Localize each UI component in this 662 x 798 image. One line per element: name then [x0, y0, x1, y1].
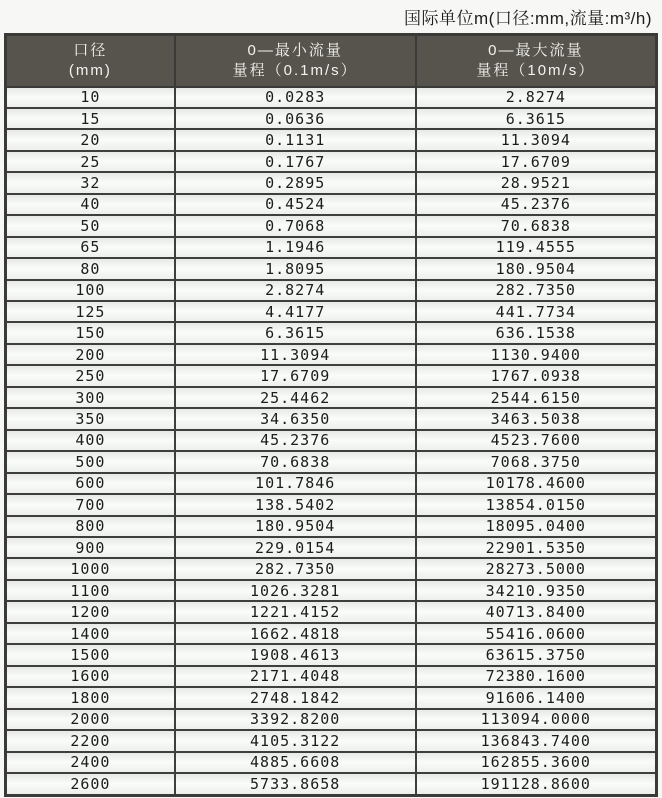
- max-flow-cell: 136843.7400: [416, 730, 657, 751]
- diameter-cell: 350: [6, 408, 175, 429]
- min-flow-cell: 1221.4152: [175, 601, 416, 622]
- diameter-cell: 15: [6, 108, 175, 129]
- table-row: [6, 430, 657, 451]
- min-flow-cell: 282.7350: [175, 558, 416, 579]
- diameter-cell: 400: [6, 430, 175, 451]
- table-row: [6, 730, 657, 751]
- min-flow-cell: 138.5402: [175, 494, 416, 515]
- diameter-cell: 2400: [6, 752, 175, 773]
- max-flow-cell: 282.7350: [416, 280, 657, 301]
- table-row: [6, 108, 657, 129]
- min-flow-cell: 2748.1842: [175, 687, 416, 708]
- min-flow-cell: 2171.4048: [175, 666, 416, 687]
- max-flow-cell: 40713.8400: [416, 601, 657, 622]
- min-flow-cell: 2.8274: [175, 280, 416, 301]
- max-flow-cell: 18095.0400: [416, 516, 657, 537]
- diameter-cell: 1000: [6, 558, 175, 579]
- max-flow-cell: 636.1538: [416, 322, 657, 343]
- min-flow-cell: 1.8095: [175, 258, 416, 279]
- max-flow-cell: 91606.1400: [416, 687, 657, 708]
- table-row: [6, 473, 657, 494]
- table-row: [6, 516, 657, 537]
- table-row: [6, 215, 657, 236]
- col-header-diameter-line1: 口径: [73, 41, 108, 59]
- diameter-cell: 1800: [6, 687, 175, 708]
- table-row: [6, 601, 657, 622]
- diameter-cell: 600: [6, 473, 175, 494]
- diameter-cell: 65: [6, 237, 175, 258]
- table-row: [6, 644, 657, 665]
- max-flow-cell: 180.9504: [416, 258, 657, 279]
- max-flow-cell: 119.4555: [416, 237, 657, 258]
- min-flow-cell: 3392.8200: [175, 709, 416, 730]
- title-bar: [0, 0, 662, 33]
- table-row: [6, 151, 657, 172]
- diameter-cell: 2200: [6, 730, 175, 751]
- min-flow-cell: 34.6350: [175, 408, 416, 429]
- diameter-cell: 25: [6, 151, 175, 172]
- max-flow-cell: 162855.3600: [416, 752, 657, 773]
- min-flow-cell: 1.1946: [175, 237, 416, 258]
- max-flow-cell: 441.7734: [416, 301, 657, 322]
- min-flow-cell: 25.4462: [175, 387, 416, 408]
- table-row: [6, 709, 657, 730]
- max-flow-cell: 13854.0150: [416, 494, 657, 515]
- diameter-cell: 20: [6, 129, 175, 150]
- max-flow-cell: 17.6709: [416, 151, 657, 172]
- min-flow-cell: 0.0283: [175, 87, 416, 108]
- max-flow-cell: 3463.5038: [416, 408, 657, 429]
- max-flow-cell: 11.3094: [416, 129, 657, 150]
- max-flow-cell: 72380.1600: [416, 666, 657, 687]
- flow-range-table: [4, 33, 658, 797]
- diameter-cell: 10: [6, 87, 175, 108]
- min-flow-cell: 0.1131: [175, 129, 416, 150]
- col-header-diameter: [6, 35, 175, 87]
- min-flow-cell: 0.1767: [175, 151, 416, 172]
- max-flow-cell: 113094.0000: [416, 709, 657, 730]
- table-row: [6, 237, 657, 258]
- col-header-max-flow-line2: 量程（10m/s）: [476, 61, 596, 79]
- max-flow-cell: 2544.6150: [416, 387, 657, 408]
- max-flow-cell: 34210.9350: [416, 580, 657, 601]
- table-row: [6, 280, 657, 301]
- table-row: [6, 344, 657, 365]
- diameter-cell: 50: [6, 215, 175, 236]
- table-row: [6, 623, 657, 644]
- table-row: [6, 752, 657, 773]
- col-header-min-flow-line2: 量程（0.1m/s）: [232, 61, 358, 79]
- min-flow-cell: 45.2376: [175, 430, 416, 451]
- diameter-cell: 200: [6, 344, 175, 365]
- diameter-cell: 1200: [6, 601, 175, 622]
- min-flow-cell: 1908.4613: [175, 644, 416, 665]
- table-row: [6, 687, 657, 708]
- diameter-cell: 1100: [6, 580, 175, 601]
- min-flow-cell: 0.0636: [175, 108, 416, 129]
- min-flow-cell: 4.4177: [175, 301, 416, 322]
- min-flow-cell: 4885.6608: [175, 752, 416, 773]
- min-flow-cell: 70.6838: [175, 451, 416, 472]
- min-flow-cell: 1662.4818: [175, 623, 416, 644]
- table-header-row: [6, 35, 657, 87]
- table-row: [6, 172, 657, 193]
- min-flow-cell: 0.7068: [175, 215, 416, 236]
- min-flow-cell: 101.7846: [175, 473, 416, 494]
- col-header-diameter-line2: (mm): [68, 61, 112, 79]
- min-flow-cell: 229.0154: [175, 537, 416, 558]
- table-row: [6, 773, 657, 796]
- table-row: [6, 666, 657, 687]
- table-row: [6, 194, 657, 215]
- min-flow-cell: 11.3094: [175, 344, 416, 365]
- diameter-cell: 250: [6, 365, 175, 386]
- diameter-cell: 700: [6, 494, 175, 515]
- min-flow-cell: 17.6709: [175, 365, 416, 386]
- diameter-cell: 125: [6, 301, 175, 322]
- diameter-cell: 40: [6, 194, 175, 215]
- table-row: [6, 558, 657, 579]
- diameter-cell: 1400: [6, 623, 175, 644]
- max-flow-cell: 28.9521: [416, 172, 657, 193]
- diameter-cell: 32: [6, 172, 175, 193]
- diameter-cell: 1500: [6, 644, 175, 665]
- diameter-cell: 2000: [6, 709, 175, 730]
- max-flow-cell: 6.3615: [416, 108, 657, 129]
- max-flow-cell: 55416.0600: [416, 623, 657, 644]
- min-flow-cell: 4105.3122: [175, 730, 416, 751]
- min-flow-cell: 5733.8658: [175, 773, 416, 796]
- max-flow-cell: 1130.9400: [416, 344, 657, 365]
- diameter-cell: 80: [6, 258, 175, 279]
- table-row: [6, 322, 657, 343]
- table-row: [6, 494, 657, 515]
- table-header: [6, 35, 657, 87]
- table-row: [6, 258, 657, 279]
- max-flow-cell: 70.6838: [416, 215, 657, 236]
- col-header-max-flow: [416, 35, 657, 87]
- table-row: [6, 87, 657, 108]
- min-flow-cell: 1026.3281: [175, 580, 416, 601]
- table-row: [6, 580, 657, 601]
- table-row: [6, 301, 657, 322]
- max-flow-cell: 45.2376: [416, 194, 657, 215]
- max-flow-cell: 1767.0938: [416, 365, 657, 386]
- col-header-min-flow: [175, 35, 416, 87]
- max-flow-cell: 2.8274: [416, 87, 657, 108]
- col-header-min-flow-line1: 0—最小流量: [247, 41, 343, 59]
- diameter-cell: 900: [6, 537, 175, 558]
- diameter-cell: 300: [6, 387, 175, 408]
- diameter-cell: 2600: [6, 773, 175, 796]
- table-row: [6, 365, 657, 386]
- diameter-cell: 150: [6, 322, 175, 343]
- min-flow-cell: 180.9504: [175, 516, 416, 537]
- diameter-cell: 100: [6, 280, 175, 301]
- table-row: [6, 537, 657, 558]
- min-flow-cell: 0.4524: [175, 194, 416, 215]
- min-flow-cell: 0.2895: [175, 172, 416, 193]
- max-flow-cell: 63615.3750: [416, 644, 657, 665]
- table-row: [6, 451, 657, 472]
- table-body: [6, 87, 657, 796]
- max-flow-cell: 4523.7600: [416, 430, 657, 451]
- max-flow-cell: 7068.3750: [416, 451, 657, 472]
- max-flow-cell: 22901.5350: [416, 537, 657, 558]
- max-flow-cell: 28273.5000: [416, 558, 657, 579]
- table-row: [6, 387, 657, 408]
- max-flow-cell: 191128.8600: [416, 773, 657, 796]
- max-flow-cell: 10178.4600: [416, 473, 657, 494]
- table-row: [6, 129, 657, 150]
- col-header-max-flow-line1: 0—最大流量: [488, 41, 584, 59]
- page-title: 国际单位m(口径:mm,流量:m³/h): [404, 9, 652, 28]
- diameter-cell: 1600: [6, 666, 175, 687]
- table-row: [6, 408, 657, 429]
- min-flow-cell: 6.3615: [175, 322, 416, 343]
- diameter-cell: 800: [6, 516, 175, 537]
- diameter-cell: 500: [6, 451, 175, 472]
